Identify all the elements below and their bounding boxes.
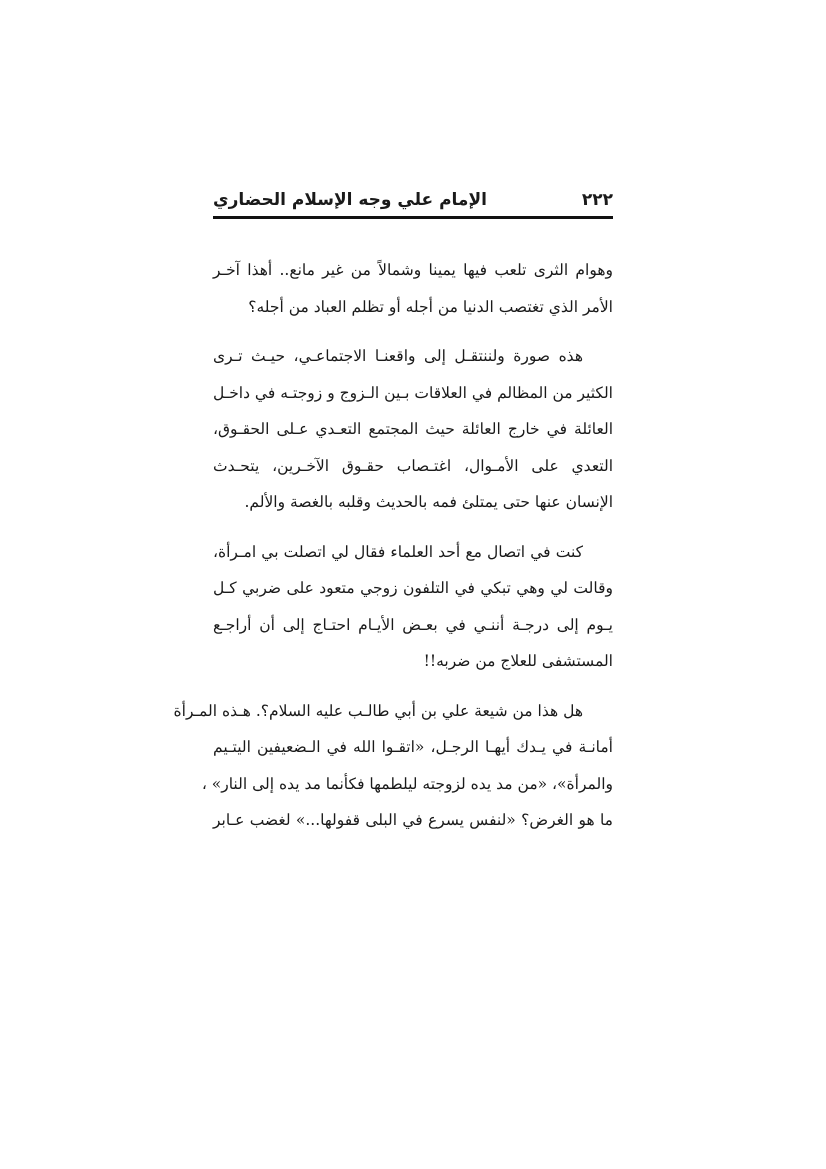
text-line: هذه صورة ولننتقـل إلى واقعنـا الاجتماعـي، حيـث تـرى [213, 347, 583, 365]
text-line: أمانـة في يـدك أيهـا الرجـل، «اتقـوا الله في الـضعيفين اليتـيم [213, 738, 613, 756]
text-line: يـوم إلى درجـة أننـي في بعـض الأيـام احتـاج إلى أن أراجـع [213, 615, 613, 634]
text-line: العائلة في خارج العائلة حيث المجتمع التعـدي عـلى الحقـوق، [213, 420, 613, 438]
header-divider [213, 216, 613, 219]
text-line: ما هو الغرض؟ «لنفس يسرع في البلى قفولها...» لغضب عـابر [213, 811, 613, 829]
text-line: الإنسان عنها حتى يمتلئ فمه بالحديث وقلبه بالغصة والألم. [244, 493, 613, 511]
text-line: الأمر الذي تغتصب الدنيا من أجله أو تظلم العباد من أجله؟ [248, 297, 613, 316]
text-line: هل هذا من شيعة علي بن أبي طالـب عليه السلام؟. هـذه المـرأة [173, 701, 583, 720]
paragraph-2 [213, 338, 613, 521]
text-line: والمرأة»، «من مد يده لزوجته ليلطمها فكأنما مد يده إلى النار» ، [201, 774, 613, 793]
paragraph-4 [173, 693, 613, 839]
text-line: الكثير من المظالم في العلاقات بـين الـزوج و زوجتـه في داخـل [212, 383, 613, 402]
page-number: ٢٢٢ [581, 190, 613, 210]
text-line: كنت في اتصال مع أحد العلماء فقال لي اتصلت بي امـرأة، [213, 542, 583, 561]
text-line: المستشفى للعلاج من ضربه!! [423, 652, 613, 670]
body-text [173, 252, 613, 852]
paragraph-3 [213, 534, 613, 680]
text-line: التعدي على الأمـوال، اغتـصاب حقـوق الآخـرين، يتحـدث [213, 456, 613, 475]
paragraph-1 [213, 252, 613, 325]
text-line: وقالت لي وهي تبكي في التلفون زوجي متعود على ضربي كـل [213, 579, 613, 597]
text-line: وهوام الثرى تلعب فيها يمينا وشمالاً من غير مانع.. أهذا آخـر [213, 261, 613, 279]
running-title: الإمام علي وجه الإسلام الحضاري [213, 190, 487, 210]
